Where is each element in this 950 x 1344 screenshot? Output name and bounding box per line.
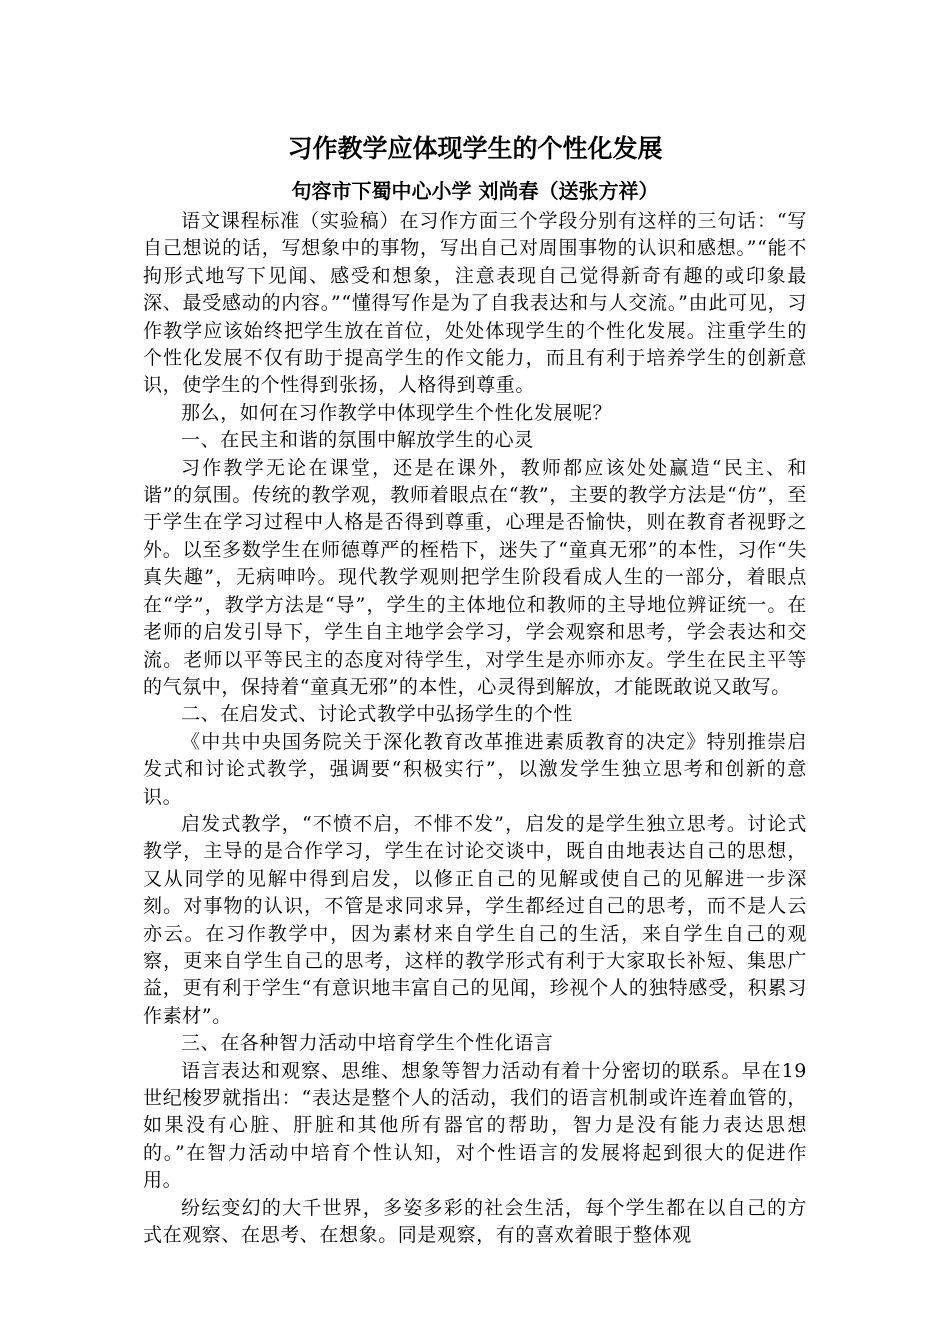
paragraph: 《中共中央国务院关于深化教育改革推进素质教育的决定》特别推崇启发式和讨论式教学，强调要“积极实行”，以激发学生独立思考和创新的意识。: [143, 730, 807, 808]
paragraph: 纷纭变幻的大千世界，多姿多彩的社会生活，每个学生都在以自己的方式在观察、在思考、在想象。同是观察，有的喜欢着眼于整体观: [143, 1196, 807, 1247]
paragraph: 启发式教学，“不愤不启，不悱不发”，启发的是学生独立思考。讨论式教学，主导的是合作学习，学生在讨论交谈中，既自由地表达自己的思想，又从同学的见解中得到启发，以修正自己的见解或使自己的见解进一步深刻。对事物的认识，不管是求同求异，学生都经过自己的思考，而不是人云亦云。在习作教学中，因为素材来自学生自己的生活，来自学生自己的观察，更来自学生自己的思考，这样的教学形式有利于大家取长补短、集思广益，更有利于学生“有意识地丰富自己的见闻，珍视个人的独特感受，积累习作素材”。: [143, 812, 807, 1027]
document-page: [143, 130, 807, 1249]
paragraph: 语言表达和观察、思维、想象等智力活动有着十分密切的联系。早在19世纪梭罗就指出：“表达是整个人的活动，我们的语言机制或许连着血管的，如果没有心脏、肝脏和其他所有器官的帮助，智力是没有能力表达思想的。”在智力活动中培育个性认知，对个性语言的发展将起到很大的促进作用。: [143, 1059, 807, 1192]
author-line: 句容市下蜀中心小学 刘尚春（送张方祥）: [291, 179, 659, 203]
paragraph: 习作教学无论在课堂，还是在课外，教师都应该处处赢造“民主、和谐”的氛围。传统的教学观，教师着眼点在“教”，主要的教学方法是“仿”，至于学生在学习过程中人格是否得到尊重，心理是否愉快，则在教育者视野之外。以至多数学生在师德尊严的桎梏下，迷失了“童真无邪”的本性，习作“失真失趣”，无病呻吟。现代教学观则把学生阶段看成人生的一部分，着眼点在“学”，教学方法是“导”，学生的主体地位和教师的主导地位辨证统一。在老师的启发引导下，学生自主地学会学习，学会观察和思考，学会表达和交流。老师以平等民主的态度对待学生，对学生是亦师亦友。学生在民主平等的气氛中，保持着“童真无邪”的本性，心灵得到解放，才能既敢说又敢写。: [143, 456, 807, 698]
paragraph: 语文课程标准（实验稿）在习作方面三个学段分别有这样的三句话：“写自己想说的话，写想象中的事物，写出自己对周围事物的认识和感想。”“能不拘形式地写下见闻、感受和想象，注意表现自己觉得新奇有趣的或印象最深、最受感动的内容。”“懂得写作是为了自我表达和与人交流。”由此可见，习作教学应该始终把学生放在首位，处处体现学生的个性化发展。注重学生的个性化发展不仅有助于提高学生的作文能力，而且有利于培养学生的创新意识，使学生的个性得到张扬，人格得到尊重。: [143, 210, 807, 397]
paragraph: 那么，如何在习作教学中体现学生个性化发展呢？: [181, 401, 613, 424]
document-title: 习作教学应体现学生的个性化发展: [287, 134, 663, 163]
section-heading: 三、在各种智力活动中培育学生个性化语言: [181, 1032, 554, 1055]
document-body: [143, 208, 807, 1249]
section-heading: 一、在民主和谐的氛围中解放学生的心灵: [181, 429, 534, 452]
section-heading: 二、在启发式、讨论式教学中弘扬学生的个性: [181, 703, 574, 726]
